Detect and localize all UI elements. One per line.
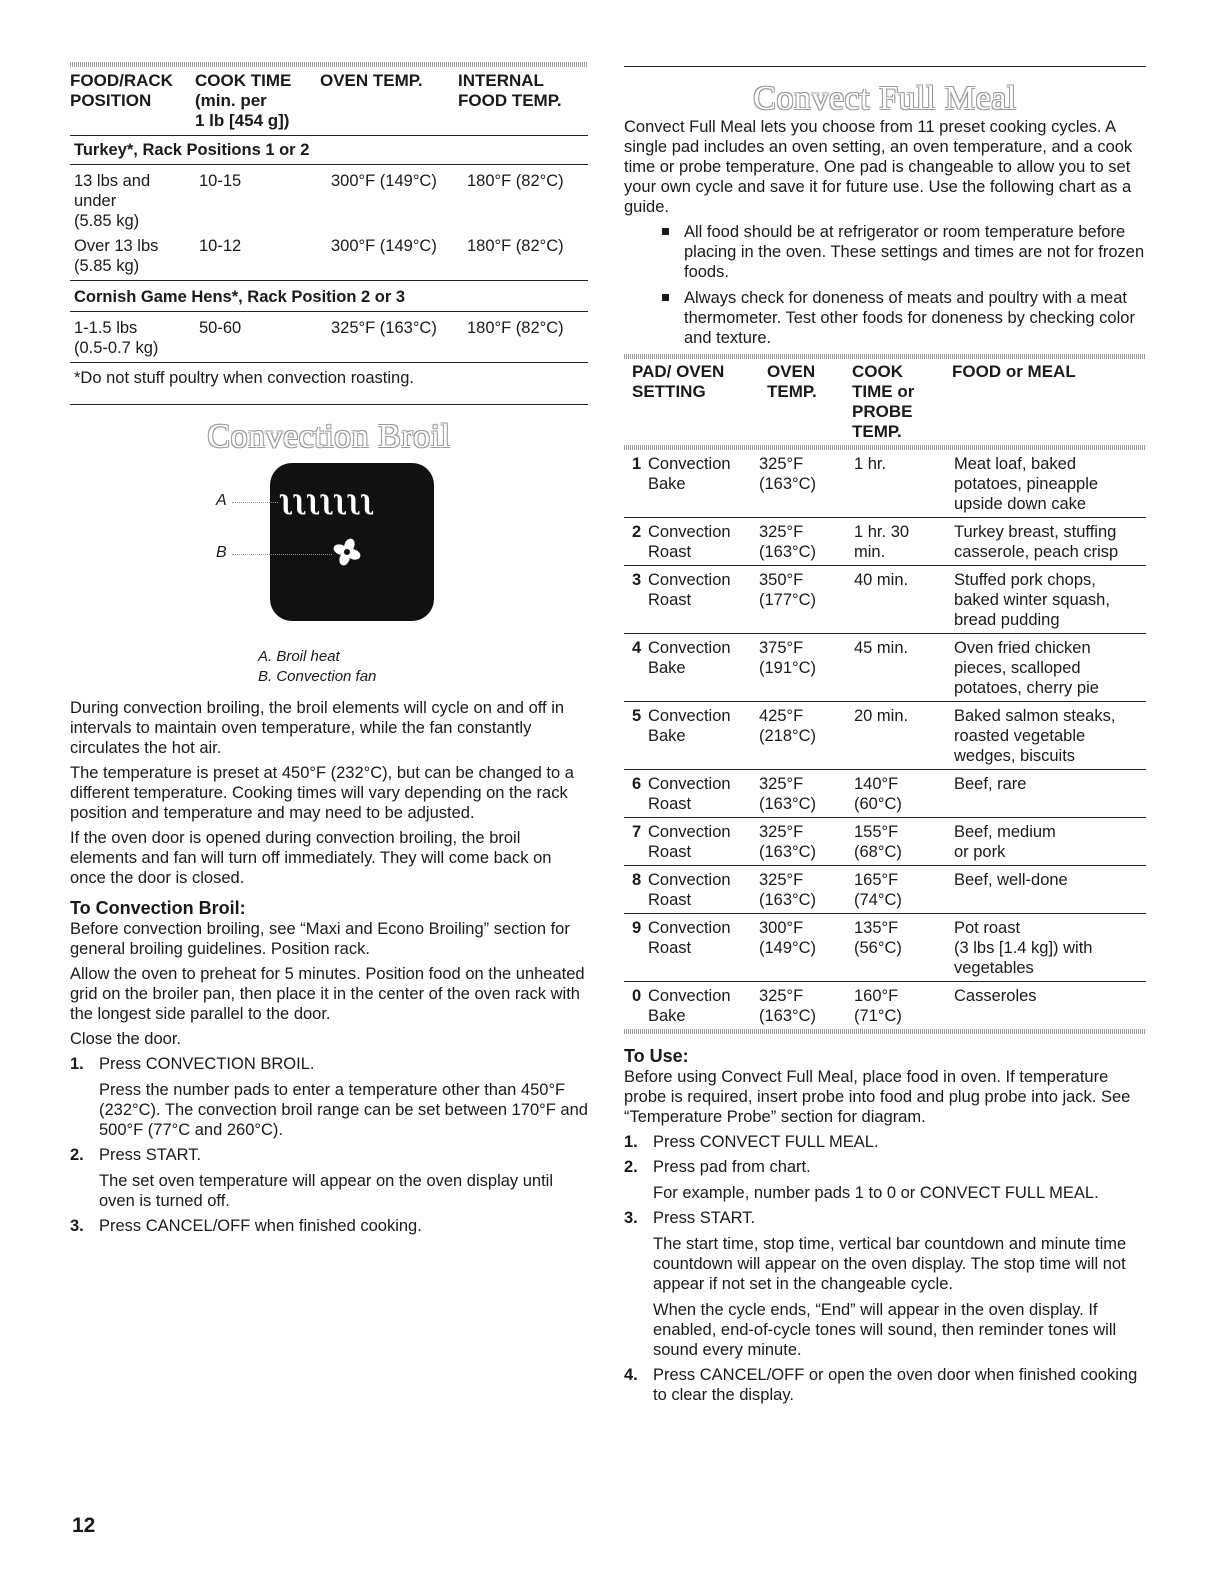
step-number: 2. bbox=[70, 1146, 84, 1164]
step-number: 1. bbox=[70, 1055, 84, 1073]
convection-broil-body bbox=[70, 698, 588, 1236]
table-row bbox=[624, 866, 1146, 914]
meal-temp-cell: 350°F (177°C) bbox=[759, 571, 817, 609]
table-bottom-dither bbox=[624, 1029, 1146, 1034]
meal-setting-cell bbox=[632, 870, 759, 910]
meal-time-cell: 140°F (60°C) bbox=[854, 775, 902, 813]
meal-header-temp: OVEN TEMP. bbox=[767, 362, 817, 401]
table-row bbox=[624, 818, 1146, 866]
pad-number: 3 bbox=[632, 571, 642, 589]
meal-setting-cell bbox=[632, 454, 759, 514]
section-rule bbox=[70, 404, 588, 405]
step-detail: Press the number pads to enter a temperature other than 450°F (232°C). The convection broil range can be set between 170°F and 500°F (77°C and 260°C). bbox=[99, 1081, 588, 1139]
list-item bbox=[70, 1054, 588, 1140]
roast-cell: 1-1.5 lbs (0.5-0.7 kg) bbox=[74, 319, 159, 357]
section-rule bbox=[624, 66, 1146, 67]
pad-number: 9 bbox=[632, 919, 642, 937]
list-item bbox=[624, 1132, 1146, 1152]
meal-temp-cell: 425°F (218°C) bbox=[759, 707, 817, 745]
table-row bbox=[624, 566, 1146, 634]
meal-setting-cell bbox=[632, 638, 759, 698]
meal-setting-cell bbox=[632, 706, 759, 766]
broil-steps bbox=[70, 1054, 588, 1236]
roast-cell: 180°F (82°C) bbox=[467, 237, 564, 255]
list-item: Always check for doneness of meats and poultry with a meat thermometer. Test other foods for doneness by checking color and texture. bbox=[624, 288, 1146, 348]
table-row bbox=[624, 770, 1146, 818]
paragraph: Allow the oven to preheat for 5 minutes. Position food on the unheated grid on the broiler pan, then place it in the center of the oven rack with the longest side parallel to the door. bbox=[70, 965, 585, 1023]
oven-setting: Convection Bake bbox=[648, 707, 731, 745]
meal-setting-cell bbox=[632, 522, 759, 562]
oven-setting: Convection Bake bbox=[648, 639, 731, 677]
meal-header-time: COOK TIME or PROBE TEMP. bbox=[852, 362, 915, 441]
callout-a: A bbox=[216, 492, 227, 509]
meal-setting-cell bbox=[632, 822, 759, 862]
roast-cell: Over 13 lbs (5.85 kg) bbox=[74, 237, 159, 275]
roast-cell: 300°F (149°C) bbox=[331, 237, 437, 255]
roast-cell: 50-60 bbox=[199, 319, 242, 337]
meal-temp-cell: 325°F (163°C) bbox=[759, 523, 817, 561]
meal-time-cell: 1 hr. 30 min. bbox=[854, 523, 910, 561]
pad-number: 7 bbox=[632, 823, 642, 841]
step-text: Press START. bbox=[99, 1146, 202, 1164]
list-item bbox=[624, 1208, 1146, 1360]
oven-setting: Convection Roast bbox=[648, 775, 731, 813]
step-detail: When the cycle ends, “End” will appear in the oven display. If enabled, end-of-cycle tones will sound, then reminder tones will sound every minute. bbox=[653, 1301, 1117, 1359]
step-text: Press pad from chart. bbox=[653, 1158, 811, 1176]
callout-a-leader bbox=[232, 502, 278, 503]
oven-setting: Convection Roast bbox=[648, 871, 731, 909]
step-number: 3. bbox=[70, 1217, 84, 1235]
meal-setting-cell bbox=[632, 918, 759, 978]
meal-setting-cell bbox=[632, 986, 759, 1026]
pad-number: 6 bbox=[632, 775, 642, 793]
table-row bbox=[624, 702, 1146, 770]
convection-broil-title: Convection Broil bbox=[207, 418, 451, 455]
oven-setting: Convection Bake bbox=[648, 987, 731, 1025]
step-detail: For example, number pads 1 to 0 or CONVECT FULL MEAL. bbox=[653, 1184, 1099, 1202]
meal-table-body bbox=[624, 450, 1146, 1029]
roast-section-hens: Cornish Game Hens*, Rack Position 2 or 3 bbox=[70, 281, 588, 312]
oven-setting: Convection Roast bbox=[648, 571, 731, 609]
list-item bbox=[70, 1216, 588, 1236]
step-text: Press CONVECTION BROIL. bbox=[99, 1055, 315, 1073]
table-row bbox=[624, 982, 1146, 1029]
roast-note: *Do not stuff poultry when convection roasting. bbox=[74, 369, 414, 387]
page-number: 12 bbox=[72, 1514, 96, 1537]
meal-time-cell: 165°F (74°C) bbox=[854, 871, 902, 909]
roast-header-oventemp: OVEN TEMP. bbox=[320, 71, 423, 90]
oven-setting: Convection Roast bbox=[648, 823, 731, 861]
meal-food-cell: Stuffed pork chops, baked winter squash, bread pudding bbox=[954, 571, 1110, 629]
caption-b: B. Convection fan bbox=[258, 668, 377, 685]
table-row bbox=[70, 234, 588, 281]
meal-temp-cell: 325°F (163°C) bbox=[759, 871, 817, 909]
list-item bbox=[70, 1145, 588, 1211]
list-item bbox=[624, 1365, 1146, 1405]
paragraph: If the oven door is opened during convection broiling, the broil elements and fan will turn off immediately. They will come back on once the door is closed. bbox=[70, 829, 552, 887]
meal-header-pad: PAD/ OVEN SETTING bbox=[632, 362, 725, 401]
roast-cell: 300°F (149°C) bbox=[331, 172, 437, 190]
step-text: Press CONVECT FULL MEAL. bbox=[653, 1133, 879, 1151]
table-row bbox=[70, 312, 588, 363]
to-use-heading: To Use: bbox=[624, 1046, 689, 1066]
pad-number: 2 bbox=[632, 523, 642, 541]
meal-food-cell: Turkey breast, stuffing casserole, peach crisp bbox=[954, 523, 1119, 561]
pad-number: 4 bbox=[632, 639, 642, 657]
meal-food-cell: Pot roast (3 lbs [1.4 kg]) with vegetables bbox=[954, 919, 1093, 977]
meal-food-cell: Beef, rare bbox=[954, 775, 1027, 793]
meal-time-cell: 155°F (68°C) bbox=[854, 823, 902, 861]
table-row bbox=[624, 518, 1146, 566]
step-number: 1. bbox=[624, 1133, 638, 1151]
roast-cell: 180°F (82°C) bbox=[467, 319, 564, 337]
step-number: 4. bbox=[624, 1366, 638, 1384]
caption-a: A. Broil heat bbox=[258, 648, 340, 665]
pad-number: 0 bbox=[632, 987, 642, 1005]
oven-setting: Convection Roast bbox=[648, 523, 731, 561]
roast-header-food: FOOD/RACK POSITION bbox=[70, 71, 173, 110]
paragraph: The temperature is preset at 450°F (232°C), but can be changed to a different temperature. Cooking times will vary depending on the rack position and temperature and may need to be adjusted. bbox=[70, 764, 574, 822]
roast-table-header bbox=[70, 67, 588, 136]
meal-header-food: FOOD or MEAL bbox=[952, 362, 1076, 381]
step-number: 3. bbox=[624, 1209, 638, 1227]
callout-b-leader bbox=[232, 554, 332, 555]
meal-time-cell: 45 min. bbox=[854, 639, 909, 657]
step-detail: The set oven temperature will appear on the oven display until oven is turned off. bbox=[99, 1172, 554, 1210]
meal-food-cell: Casseroles bbox=[954, 987, 1037, 1005]
step-text: Press CANCEL/OFF or open the oven door when finished cooking to clear the display. bbox=[653, 1366, 1138, 1404]
meal-time-cell: 135°F (56°C) bbox=[854, 919, 902, 957]
meal-table-header bbox=[624, 359, 1146, 445]
table-row bbox=[624, 914, 1146, 982]
list-item: All food should be at refrigerator or room temperature before placing in the oven. These settings and times are not for frozen foods. bbox=[624, 222, 1146, 282]
meal-food-cell: Oven fried chicken pieces, scalloped potatoes, cherry pie bbox=[954, 639, 1099, 697]
meal-food-cell: Baked salmon steaks, roasted vegetable wedges, biscuits bbox=[954, 707, 1116, 765]
step-detail: The start time, stop time, vertical bar countdown and minute time countdown will appear on the oven display. The stop time will not appear if not set in the changeable cycle. bbox=[653, 1235, 1127, 1293]
meal-food-cell: Beef, well-done bbox=[954, 871, 1068, 889]
table-row bbox=[624, 634, 1146, 702]
roast-cell: 180°F (82°C) bbox=[467, 172, 564, 190]
meal-time-cell: 40 min. bbox=[854, 571, 909, 589]
callout-b: B bbox=[216, 544, 227, 561]
meal-temp-cell: 325°F (163°C) bbox=[759, 455, 817, 493]
pad-number: 5 bbox=[632, 707, 642, 725]
pad-number: 1 bbox=[632, 455, 642, 473]
roast-cell: 10-15 bbox=[199, 172, 242, 190]
roast-header-internal: INTERNAL FOOD TEMP. bbox=[458, 71, 562, 110]
meal-setting-cell bbox=[632, 570, 759, 630]
broil-element-icon: ʅʅʅʅʅʅʅ bbox=[280, 482, 375, 515]
meal-temp-cell: 325°F (163°C) bbox=[759, 775, 817, 813]
table-row bbox=[624, 450, 1146, 518]
meal-temp-cell: 375°F (191°C) bbox=[759, 639, 817, 677]
to-convection-broil-heading: To Convection Broil: bbox=[70, 898, 246, 918]
meal-temp-cell: 325°F (163°C) bbox=[759, 823, 817, 861]
step-text: Press START. bbox=[653, 1209, 756, 1227]
left-column bbox=[70, 62, 588, 1241]
step-number: 2. bbox=[624, 1158, 638, 1176]
intro-paragraph: Convect Full Meal lets you choose from 11 preset cooking cycles. A single pad includes an oven setting, an oven temperature, and a cook time or probe temperature. One pad is changeable to allow you to set your own cycle and save it for future use. Use the following chart as a guide. bbox=[624, 118, 1133, 216]
meal-time-cell: 20 min. bbox=[854, 707, 909, 725]
paragraph: Before convection broiling, see “Maxi and Econo Broiling” section for general broiling guidelines. Position rack. bbox=[70, 920, 570, 958]
convection-fan-icon bbox=[332, 537, 362, 567]
paragraph: Close the door. bbox=[70, 1030, 181, 1048]
step-text: Press CANCEL/OFF when finished cooking. bbox=[99, 1217, 422, 1235]
oven-setting: Convection Roast bbox=[648, 919, 731, 957]
roast-cell: 325°F (163°C) bbox=[331, 319, 437, 337]
roast-section-turkey: Turkey*, Rack Positions 1 or 2 bbox=[70, 136, 588, 165]
paragraph: Before using Convect Full Meal, place food in oven. If temperature probe is required, insert probe into food and plug probe into jack. See “Temperature Probe” section for diagram. bbox=[624, 1068, 1131, 1126]
convection-broil-illustration bbox=[70, 457, 588, 657]
roast-header-cooktime: COOK TIME (min. per 1 lb [454 g]) bbox=[195, 71, 292, 130]
meal-setting-cell bbox=[632, 774, 759, 814]
meal-temp-cell: 300°F (149°C) bbox=[759, 919, 817, 957]
table-row bbox=[70, 165, 588, 234]
guideline-bullets bbox=[624, 222, 1146, 348]
right-column bbox=[624, 66, 1146, 1410]
paragraph: During convection broiling, the broil elements will cycle on and off in intervals to maintain oven temperature, while the fan constantly circulates the hot air. bbox=[70, 699, 565, 757]
convect-full-meal-title: Convect Full Meal bbox=[753, 80, 1017, 117]
meal-steps bbox=[624, 1132, 1146, 1405]
roast-cell: 13 lbs and under (5.85 kg) bbox=[74, 172, 151, 230]
meal-food-cell: Meat loaf, baked potatoes, pineapple upside down cake bbox=[954, 455, 1099, 513]
oven-setting: Convection Bake bbox=[648, 455, 731, 493]
list-item bbox=[624, 1157, 1146, 1203]
roast-cell: 10-12 bbox=[199, 237, 242, 255]
meal-time-cell: 160°F (71°C) bbox=[854, 987, 902, 1025]
meal-time-cell: 1 hr. bbox=[854, 455, 887, 473]
meal-food-cell: Beef, medium or pork bbox=[954, 823, 1056, 861]
pad-number: 8 bbox=[632, 871, 642, 889]
meal-temp-cell: 325°F (163°C) bbox=[759, 987, 817, 1025]
